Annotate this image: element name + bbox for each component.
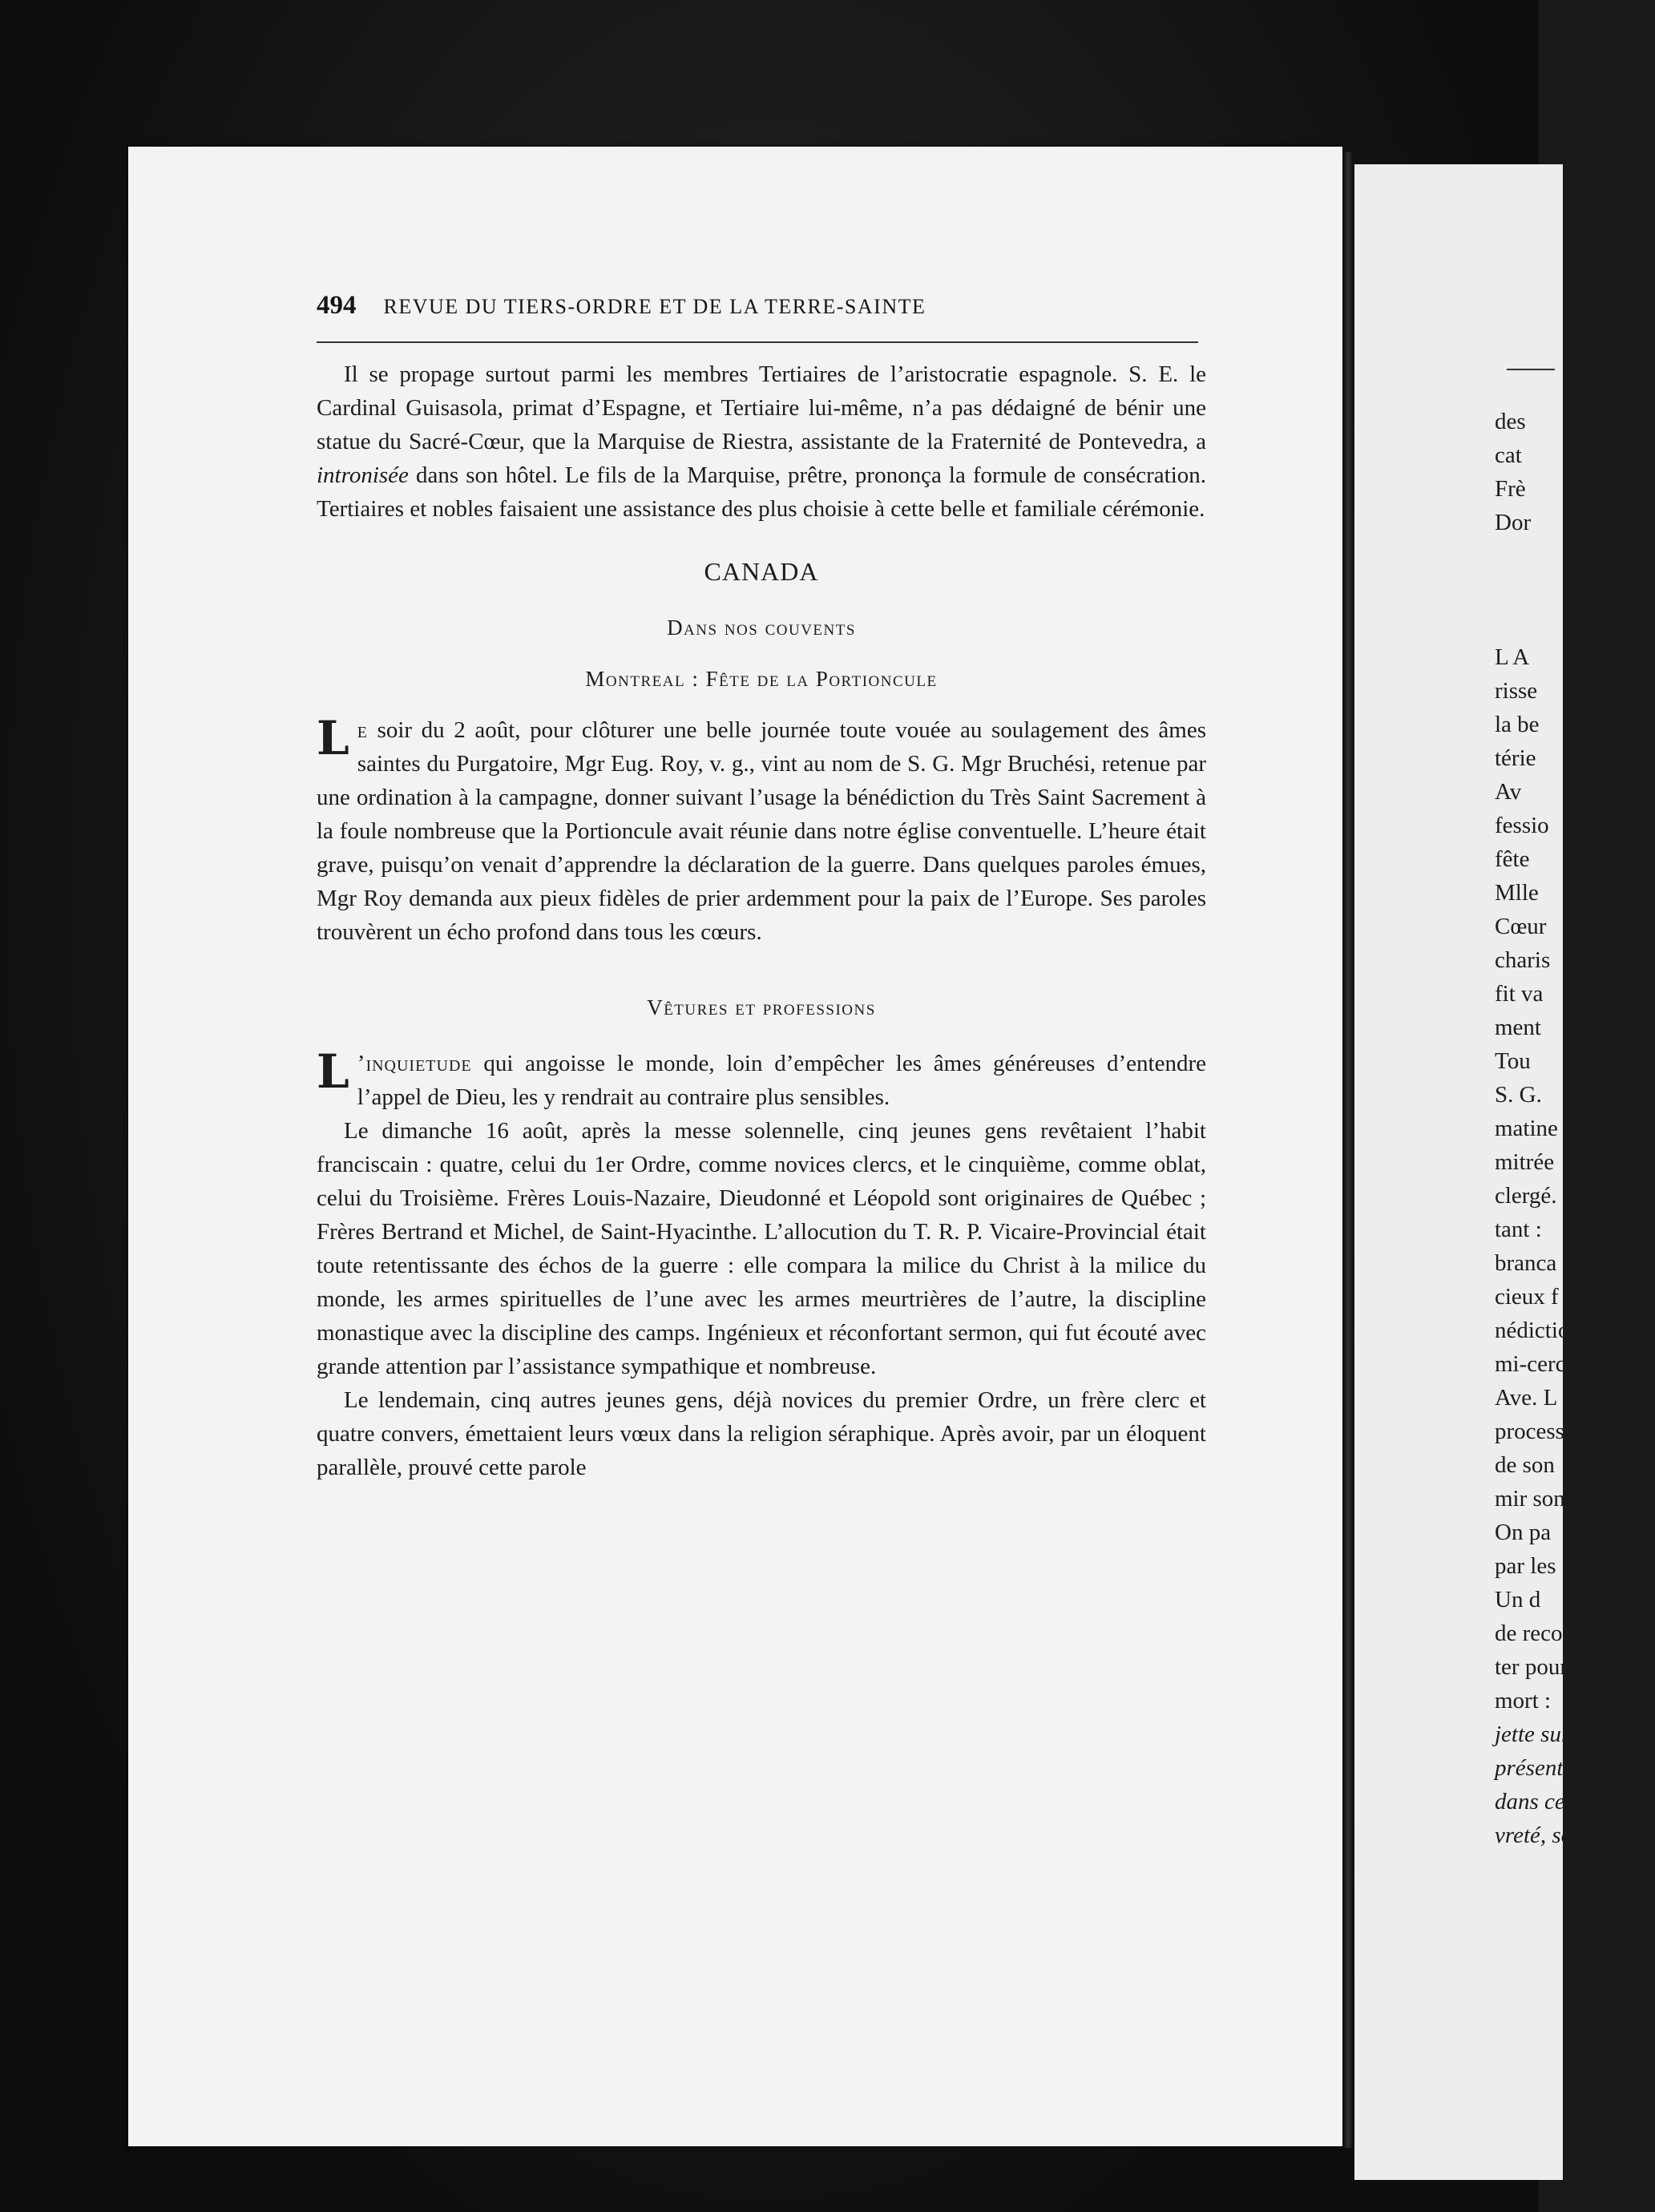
- section-title-canada: CANADA: [704, 557, 819, 586]
- facing-page-line: de son: [1495, 1452, 1555, 1478]
- paragraph-text: dans son hôtel. Le fils de la Marquise, prêtre, prononça la formule de consécration. Tertiaires et nobles faisaient une assistance des plus choisie à cette belle et familiale cérémonie.: [317, 462, 1207, 522]
- facing-page-line: cat: [1495, 442, 1522, 468]
- facing-page-rule: [1507, 369, 1555, 370]
- facing-page-line: Cœur: [1495, 914, 1547, 939]
- facing-page-line: tant :: [1495, 1217, 1542, 1242]
- facing-page-line: Frè: [1495, 476, 1526, 502]
- italic-word: intronisée: [317, 462, 409, 488]
- drop-cap: L: [317, 711, 349, 765]
- facing-page-line: dans cet: [1495, 1789, 1572, 1814]
- facing-page-line: fête: [1495, 846, 1530, 872]
- facing-page-line: L A: [1495, 644, 1530, 670]
- first-word: ’inquietude: [357, 1051, 472, 1076]
- facing-page-line: mitrée: [1495, 1149, 1555, 1175]
- facing-page-line: vreté, soi: [1495, 1822, 1580, 1848]
- book-gutter: [1343, 152, 1353, 2148]
- facing-page-line: Av: [1495, 779, 1522, 805]
- page-content: [317, 289, 1206, 1484]
- facing-page-line: branca: [1495, 1250, 1557, 1276]
- drop-cap: L: [317, 1044, 349, 1099]
- running-head: [317, 289, 1206, 324]
- header-rule: [317, 341, 1198, 343]
- paragraph-portioncule: [317, 713, 1206, 949]
- facing-page-line: clergé.: [1495, 1183, 1557, 1209]
- facing-page-line: Un d: [1495, 1587, 1541, 1613]
- facing-page-line: matine: [1495, 1116, 1558, 1141]
- facing-page-line: nédictio: [1495, 1318, 1570, 1343]
- facing-page-line: Mlle: [1495, 880, 1539, 906]
- facing-page-line: fessio: [1495, 813, 1549, 838]
- subtitle-montreal: Montreal : Fête de la Portioncule: [585, 667, 938, 691]
- facing-page-line: [1495, 607, 1655, 640]
- facing-page-line: fit va: [1495, 981, 1544, 1007]
- facing-page-line: la be: [1495, 712, 1540, 737]
- facing-page-line: cieux f: [1495, 1284, 1559, 1310]
- subtitle-vetures: Vêtures et professions: [647, 995, 876, 1019]
- paragraph-inquietude: [317, 1044, 1206, 1114]
- facing-page-line: mir son: [1495, 1486, 1565, 1512]
- facing-page-line: risse: [1495, 678, 1538, 704]
- paragraph-lendemain: Le lendemain, cinq autres jeunes gens, déjà novices du premier Ordre, un frère clerc et quatre convers, émettaient leurs vœux dans la religion séraphique. Après avoir, par un éloquent parallèle, prouvé cette parole: [317, 1387, 1206, 1480]
- page-number: 494: [317, 291, 357, 320]
- paragraph-text: soir du 2 août, pour clôturer une belle journée toute vouée au soulagement des âmes saintes du Purgatoire, Mgr Eug. Roy, v. g., vint au nom de S. G. Mgr Bruchési, retenue par une ordination à la campagne, donner suivant l’usage la bénédiction du Très Saint Sacrement à la foule nombreuse que la Portioncule avait réunie dans notre église conventuelle. L’heure était grave, puisqu’on venait d’apprendre la déclaration de la guerre. Dans quelques paroles émues, Mgr Roy demanda aux pieux fidèles de prier ardemment pour la paix de l’Europe. Ses paroles trouvèrent un écho profond dans tous les cœurs.: [317, 717, 1206, 945]
- subtitle-couvents: Dans nos couvents: [667, 616, 856, 640]
- paragraph-dimanche: Le dimanche 16 août, après la messe solennelle, cinq jeunes gens revêtaient l’habit franciscain : quatre, celui du 1er Ordre, comme novices clercs, et le cinquième, comme oblat, celui du Troisième. Frères Louis-Nazaire, Dieudonné et Léopold sont originaires de Québec ; Frères Bertrand et Michel, de Saint-Hyacinthe. L’allocution du T. R. P. Vicaire-Provincial était toute retentissante des échos de la guerre : elle compara la milice du Christ à la milice du monde, les armes spirituelles de l’une avec les armes meurtrières de l’autre, la discipline monastique avec la discipline des camps. Ingénieux et réconfortant sermon, qui fut écouté avec grande attention par l’assistance sympathique et nombreuse.: [317, 1118, 1206, 1379]
- facing-page-line: jette sur: [1495, 1722, 1571, 1747]
- facing-page-line: présentes: [1495, 1755, 1583, 1781]
- first-word: e: [357, 717, 368, 743]
- facing-page-line: de recon: [1495, 1621, 1575, 1646]
- facing-page-line: par les: [1495, 1553, 1556, 1579]
- paragraph-text: qui angoisse le monde, loin d’empêcher les âmes généreuses d’entendre l’appel de Dieu, les y rendrait au contraire plus sensibles.: [357, 1051, 1206, 1110]
- facing-page-line: S. G.: [1495, 1082, 1542, 1108]
- facing-page-line: des: [1495, 409, 1526, 434]
- facing-page-line: mi-cerc: [1495, 1351, 1566, 1377]
- facing-page-line: On pa: [1495, 1520, 1552, 1545]
- facing-page-line: mort :: [1495, 1688, 1552, 1713]
- facing-page-line: [1495, 539, 1655, 573]
- facing-page-line: Dor: [1495, 510, 1532, 535]
- facing-page-line: térie: [1495, 745, 1536, 771]
- facing-page-line: ment: [1495, 1015, 1541, 1040]
- paragraph-aristocratie: [317, 357, 1206, 526]
- facing-page-line: ter pour: [1495, 1654, 1568, 1680]
- facing-page-line: charis: [1495, 947, 1551, 973]
- facing-page-line: Tou: [1495, 1048, 1531, 1074]
- facing-page-line: Ave. L: [1495, 1385, 1558, 1411]
- paragraph-text: Il se propage surtout parmi les membres Tertiaires de l’aristocratie espagnole. S. E. le Cardinal Guisasola, primat d’Espagne, et Tertiaire lui-même, n’a pas dédaigné de bénir une statue du Sacré-Cœur, que la Marquise de Riestra, assistante de la Fraternité de Pontevedra, a: [317, 361, 1206, 454]
- facing-page-text: [1495, 405, 1655, 1852]
- running-title: REVUE DU TIERS-ORDRE ET DE LA TERRE-SAINTE: [383, 295, 926, 318]
- facing-page-line: procession: [1495, 1419, 1595, 1444]
- facing-page-line: [1495, 573, 1655, 607]
